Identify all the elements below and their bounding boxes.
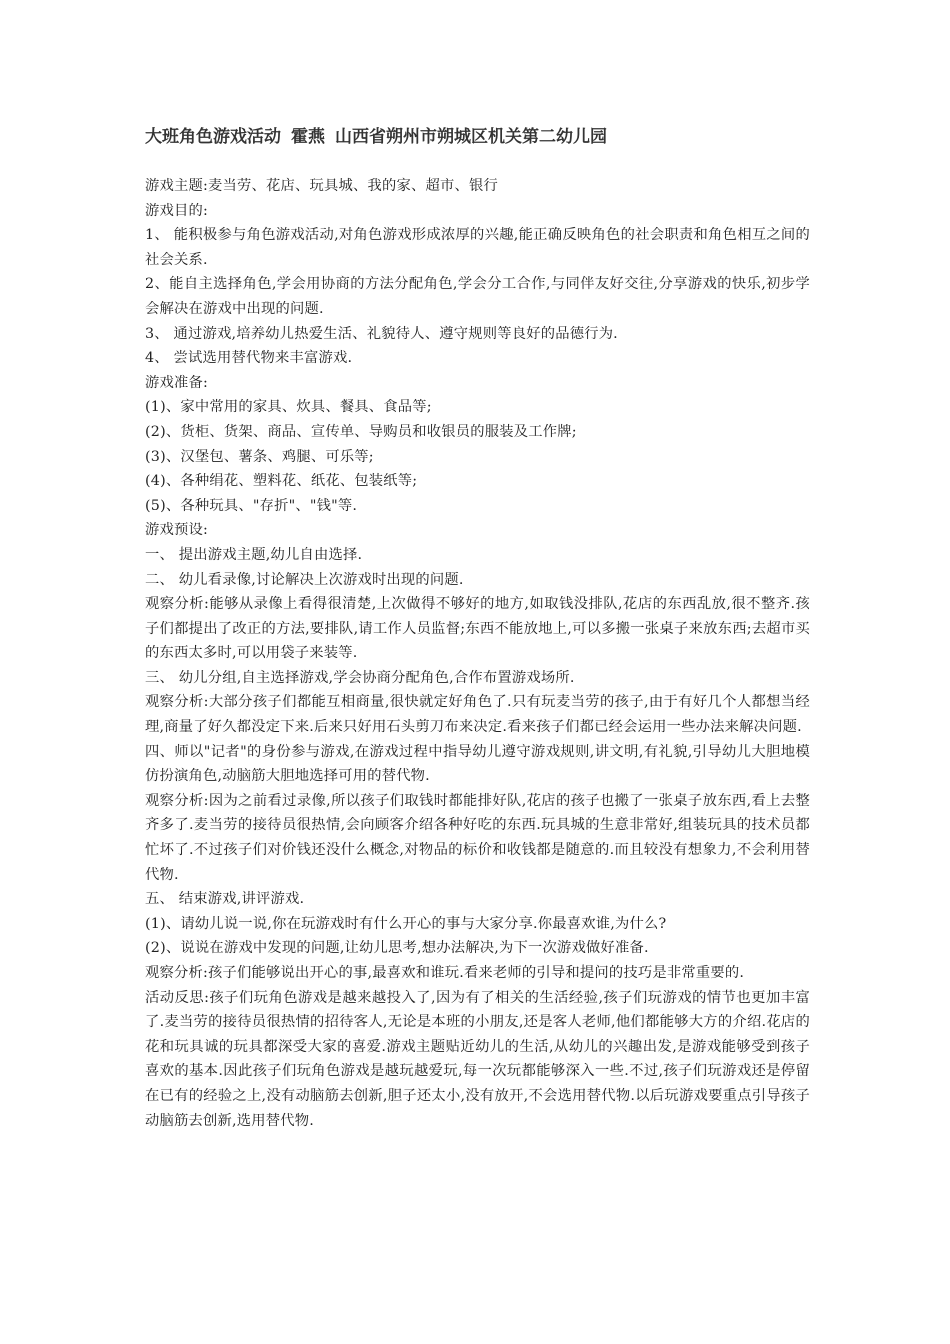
preparation-item-1: (1)、家中常用的家具、炊具、餐具、食品等; (145, 399, 432, 416)
title-author: 霍燕 (291, 127, 325, 147)
document-body (145, 174, 810, 1133)
title-school: 山西省朔州市朔城区机关第二幼儿园 (335, 127, 607, 147)
document-title (145, 122, 810, 152)
document-page (145, 122, 810, 1133)
heading-game-goals: 游戏目的: (145, 202, 209, 219)
paragraph-game-themes: 游戏主题:麦当劳、花店、玩具城、我的家、超市、银行 (145, 178, 498, 194)
heading-game-plan: 游戏预设: (145, 522, 209, 539)
review-item-1: (1)、请幼儿说一说,你在玩游戏时有什么开心的事与大家分享.你最喜欢谁,为什么? (145, 915, 667, 932)
plan-step-4: 四、师以"记者"的身份参与游戏,在游戏过程中指导幼儿遵守游戏规则,讲文明,有礼貌,引导幼儿大胆地模仿扮演角色,动脑筋大胆地选择可用的替代物. (145, 743, 810, 785)
preparation-item-3: (3)、汉堡包、薯条、鸡腿、可乐等; (145, 448, 374, 465)
goal-item-4: 4、 尝试选用替代物来丰富游戏. (145, 350, 353, 367)
observation-1: 观察分析:能够从录像上看得很清楚,上次做得不够好的地方,如取钱没排队,花店的东西乱放,很不整齐.孩子们都提出了改正的方法,要排队,请工作人员监督;东西不能放地上,可以多搬一张桌子来放东西;去超市买的东西太多时,可以用袋子来装等. (145, 596, 811, 662)
heading-game-preparation: 游戏准备: (145, 374, 209, 391)
activity-reflection: 活动反思:孩子们玩角色游戏是越来越投入了,因为有了相关的生活经验,孩子们玩游戏的情节也更加丰富了.麦当劳的接待员很热情的招待客人,无论是本班的小朋友,还是客人老师,他们都能够大方的介绍.花店的花和玩具诚的玩具都深受大家的喜爱.游戏主题贴近幼儿的生活,从幼儿的兴趣出发,是游戏能够受到孩子喜欢的基本.因此孩子们玩角色游戏是越玩越爱玩,每一次玩都能够深入一些.不过,孩子们玩游戏还是停留在已有的经验之上,没有动脑筋去创新,胆子还太小,没有放开,不会选用替代物.以后玩游戏要重点引导孩子动脑筋去创新,选用替代物. (145, 989, 810, 1129)
observation-4: 观察分析:孩子们能够说出开心的事,最喜欢和谁玩.看来老师的引导和提问的技巧是非常重要的. (145, 965, 745, 981)
title-activity: 大班角色游戏活动 (145, 127, 281, 147)
plan-step-2: 二、 幼儿看录像,讨论解决上次游戏时出现的问题. (145, 571, 464, 588)
goal-item-1: 1、 能积极参与角色游戏活动,对角色游戏形成浓厚的兴趣,能正确反映角色的社会职责和角色相互之间的社会关系. (145, 227, 810, 268)
preparation-item-5: (5)、各种玩具、"存折"、"钱"等. (145, 497, 358, 514)
plan-step-3: 三、 幼儿分组,自主选择游戏,学会协商分配角色,合作布置游戏场所. (145, 669, 575, 686)
preparation-item-4: (4)、各种绢花、塑料花、纸花、包装纸等; (145, 473, 418, 490)
review-item-2: (2)、说说在游戏中发现的问题,让幼儿思考,想办法解决,为下一次游戏做好准备. (145, 940, 649, 957)
plan-step-5: 五、 结束游戏,讲评游戏. (145, 891, 305, 908)
observation-2: 观察分析:大部分孩子们都能互相商量,很快就定好角色了.只有玩麦当劳的孩子,由于有好几个人都想当经理,商量了好久都没定下来.后来只好用石头剪刀布来决定.看来孩子们都已经会运用一些办法来解决问题. (145, 694, 810, 736)
preparation-item-2: (2)、货柜、货架、商品、宣传单、导购员和收银员的服装及工作牌; (145, 423, 577, 440)
goal-item-2: 2、能自主选择角色,学会用协商的方法分配角色,学会分工合作,与同伴友好交往,分享游戏的快乐,初步学会解决在游戏中出现的问题. (145, 276, 810, 317)
goal-item-3: 3、 通过游戏,培养幼儿热爱生活、礼貌待人、遵守规则等良好的品德行为. (145, 325, 618, 342)
observation-3: 观察分析:因为之前看过录像,所以孩子们取钱时都能排好队,花店的孩子也搬了一张桌子放东西,看上去整齐多了.麦当劳的接待员很热情,会向顾客介绍各种好吃的东西.玩具城的生意非常好,组装玩具的技术员都忙坏了.不过孩子们对价钱还没什么概念,对物品的标价和收钱都是随意的.而且较没有想象力,不会利用替代物. (145, 792, 810, 883)
plan-step-1: 一、 提出游戏主题,幼儿自由选择. (145, 546, 363, 563)
